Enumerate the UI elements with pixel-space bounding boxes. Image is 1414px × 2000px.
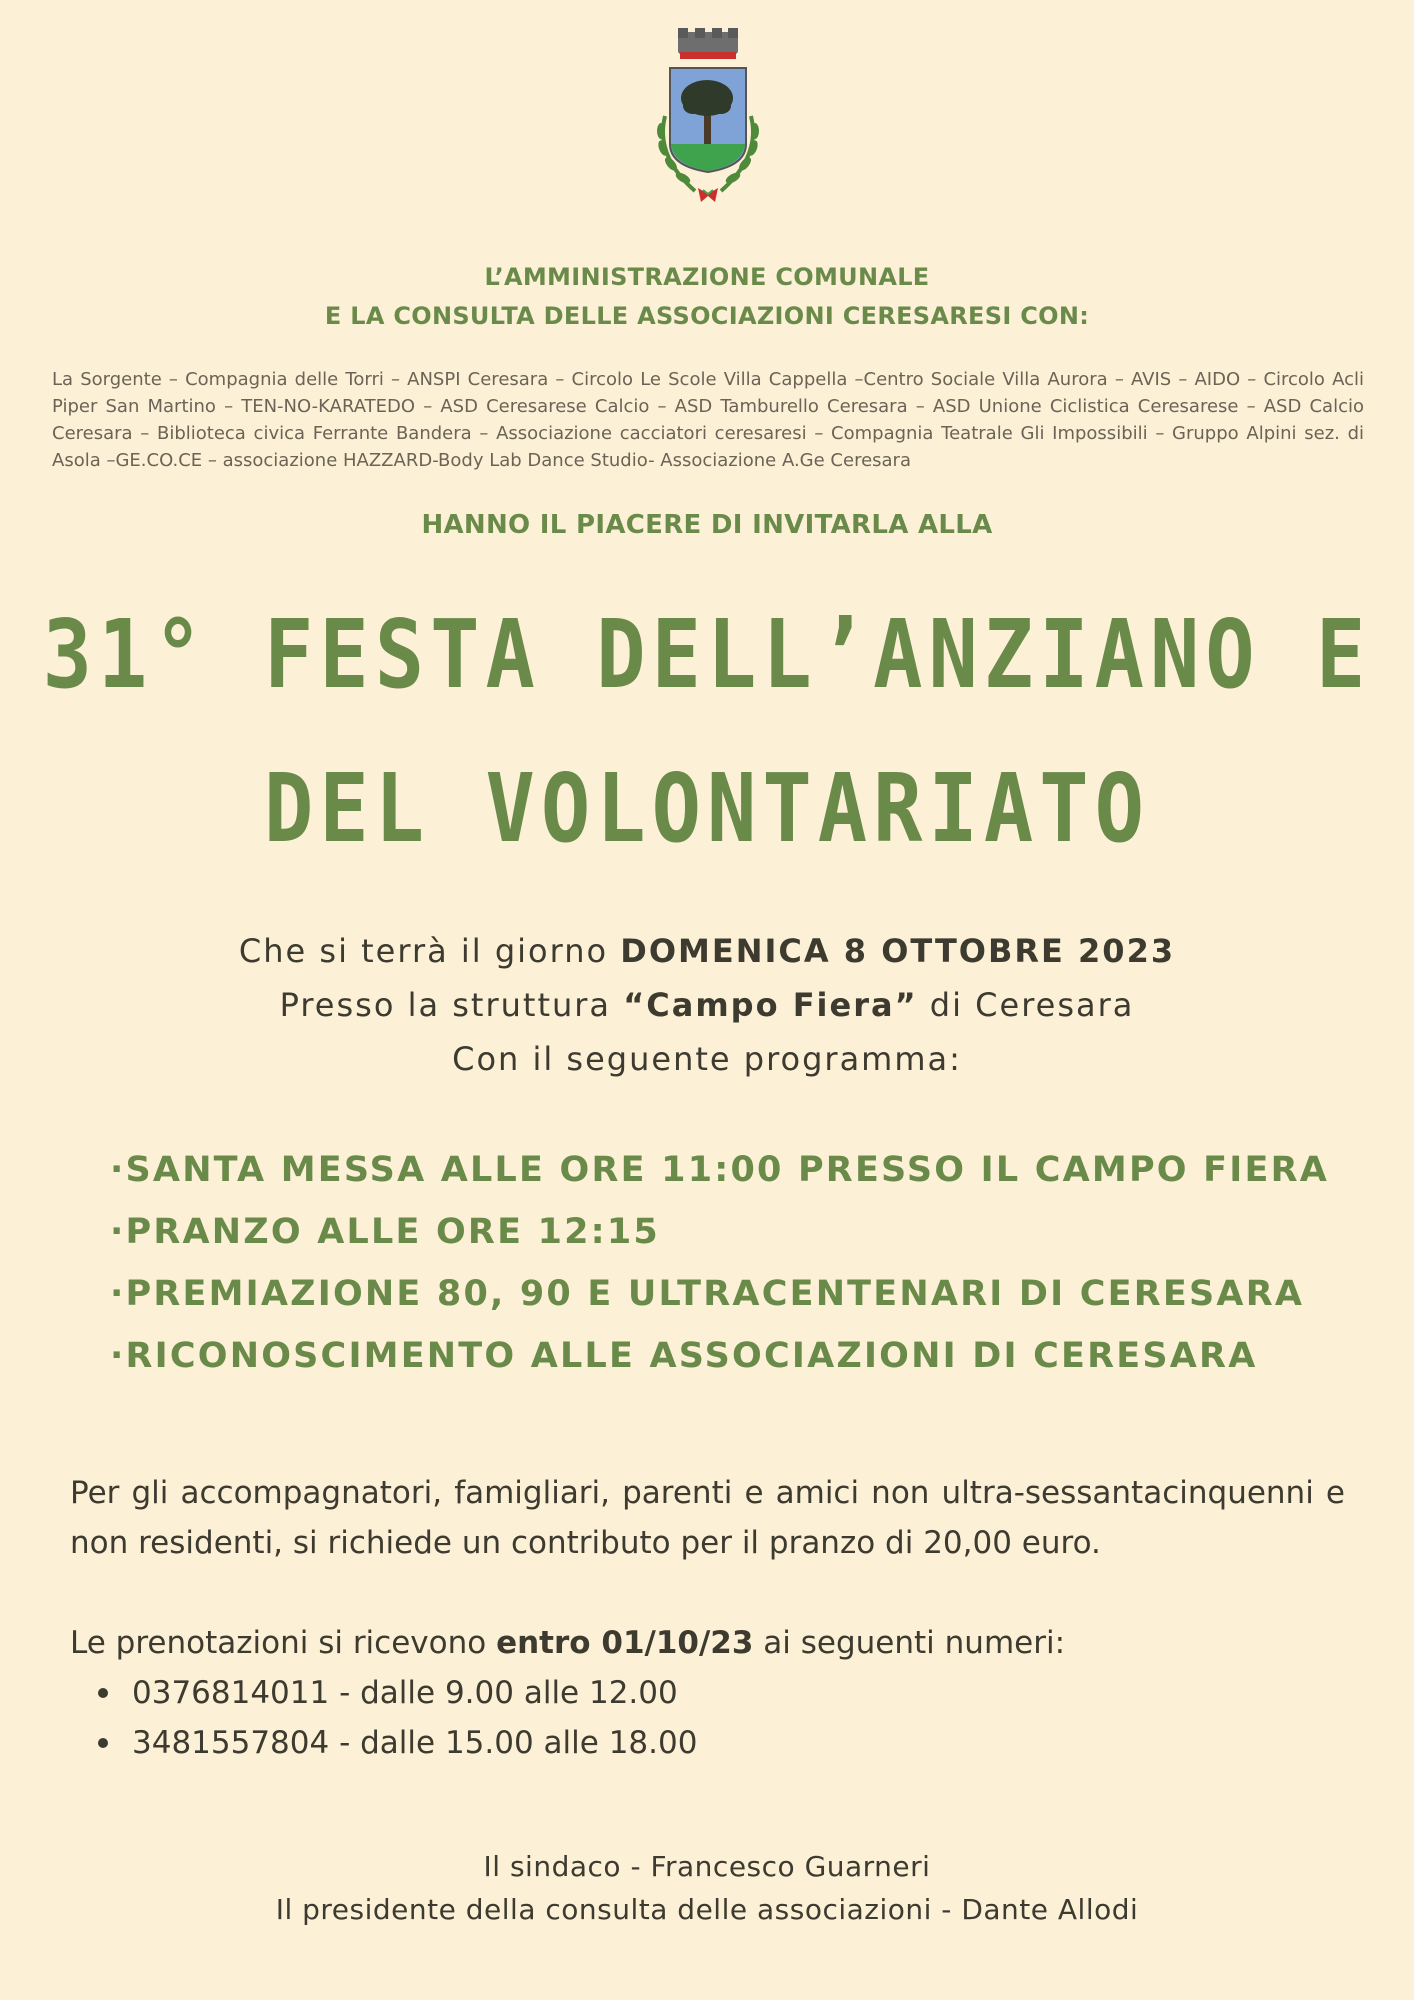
- event-title-line-2: DEL VOLONTARIATO: [264, 754, 1150, 865]
- booking-line: [70, 1618, 1345, 1668]
- bullet-icon: [98, 1688, 108, 1698]
- booking-prefix: Le prenotazioni si ricevono: [70, 1625, 497, 1661]
- invite-line: HANNO IL PIACERE DI INVITARLA ALLA: [421, 510, 993, 540]
- program-item-recognition: ·RICONOSCIMENTO ALLE ASSOCIAZIONI DI CERESARA: [110, 1336, 1258, 1376]
- booking-deadline: entro 01/10/23: [496, 1625, 754, 1661]
- place-suffix: di Ceresara: [917, 986, 1135, 1024]
- event-date-line: [0, 932, 1414, 970]
- phone-number-morning: 0376814011 - dalle 9.00 alle 12.00: [132, 1675, 678, 1711]
- event-title-line-1: 31° FESTA DELL’ANZIANO E: [42, 600, 1372, 711]
- event-date: DOMENICA 8 OTTOBRE 2023: [620, 932, 1176, 970]
- mayor-signature: Il sindaco - Francesco Guarneri: [483, 1850, 931, 1883]
- event-place: “Campo Fiera”: [623, 986, 918, 1024]
- program-item-lunch: ·PRANZO ALLE ORE 12:15: [110, 1212, 660, 1252]
- program-intro: Con il seguente programma:: [452, 1040, 962, 1078]
- contribution-note: Per gli accompagnatori, famigliari, parenti e amici non ultra-sessantacinquenni e non residenti, si richiede un contributo per il pranzo di 20,00 euro.: [70, 1475, 1345, 1561]
- organizer-line-1: L’AMMINISTRAZIONE COMUNALE: [484, 263, 930, 291]
- municipal-coat-of-arms-icon: [643, 26, 773, 206]
- booking-suffix: ai seguenti numeri:: [753, 1625, 1066, 1661]
- phone-number-afternoon: 3481557804 - dalle 15.00 alle 18.00: [132, 1725, 698, 1761]
- program-item-awards: ·PREMIAZIONE 80, 90 E ULTRACENTENARI DI CERESARA: [110, 1274, 1305, 1314]
- president-signature: Il presidente della consulta delle associazioni - Dante Allodi: [275, 1893, 1139, 1926]
- event-place-line: [0, 986, 1414, 1024]
- associations-list: La Sorgente – Compagnia delle Torri – ANSPI Ceresara – Circolo Le Scole Villa Cappella –Centro Sociale Villa Aurora – AVIS – AIDO – Circolo Acli Piper San Martino – TEN-NO-KARATEDO – ASD Ceresarese Calcio – ASD Tamburello Ceresara – ASD Unione Ciclistica Ceresarese – ASD Calcio Ceresara – Biblioteca civica Ferrante Bandera – Associazione cacciatori ceresaresi – Compagnia Teatrale Gli Impossibili – Gruppo Alpini sez. di Asola –GE.CO.CE – associazione HAZZARD-Body Lab Dance Studio- Associazione A.Ge Ceresara: [52, 369, 1364, 471]
- list-item: [70, 1718, 1345, 1768]
- organizer-line-2: E LA CONSULTA DELLE ASSOCIAZIONI CERESARESI CON:: [324, 302, 1090, 330]
- bullet-icon: [98, 1738, 108, 1748]
- list-item: [70, 1668, 1345, 1718]
- place-prefix: Presso la struttura: [279, 986, 624, 1024]
- phone-list: [70, 1668, 1345, 1768]
- date-prefix: Che si terrà il giorno: [238, 932, 621, 970]
- program-item-mass: ·SANTA MESSA ALLE ORE 11:00 PRESSO IL CAMPO FIERA: [110, 1150, 1330, 1190]
